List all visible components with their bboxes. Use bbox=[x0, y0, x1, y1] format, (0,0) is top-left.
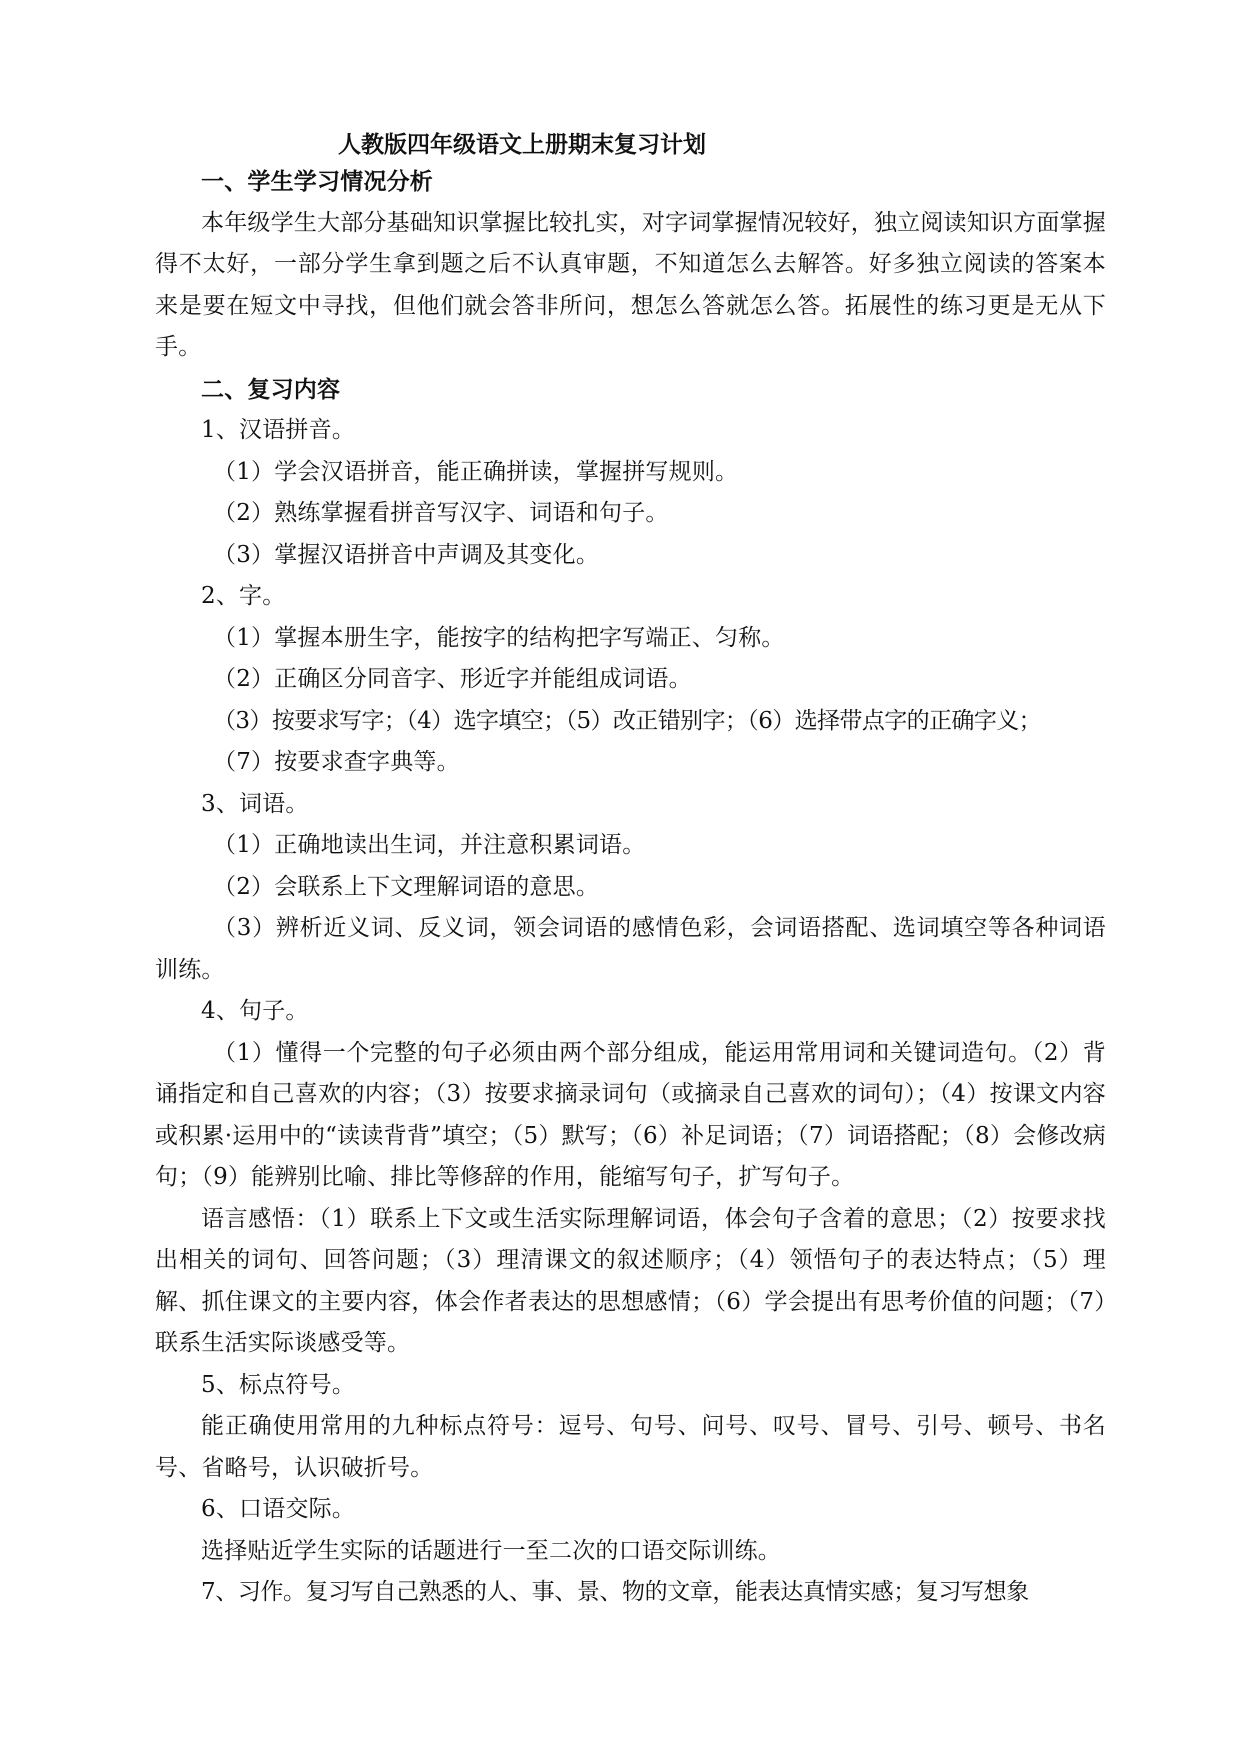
document-title: 人教版四年级语文上册期末复习计划 bbox=[338, 131, 706, 158]
words-item: （2）会联系上下文理解词语的意思。 bbox=[213, 873, 600, 900]
language-sense-paragraph: 语言感悟：（1）联系上下文或生活实际理解词语，体会句子含着的意思；（2）按要求找出相关的词句、回答问题；（3）理清课文的叙述顺序；（4）领悟句子的表达特点；（5）理解、抓住课文的主要内容，体会作者表达的思想感情；（6）学会提出有思考价值的问题；（7）联系生活实际谈感受等。 bbox=[155, 1205, 1106, 1356]
characters-item: （3）按要求写字；（4）选字填空；（5）改正错别字；（6）选择带点字的正确字义； bbox=[213, 707, 1042, 734]
section-heading-review-content: 二、复习内容 bbox=[201, 375, 341, 403]
punctuation-heading: 5、标点符号。 bbox=[201, 1371, 356, 1398]
pinyin-item: （2）熟练掌握看拼音写汉字、词语和句子。 bbox=[213, 500, 669, 526]
student-analysis-paragraph: 本年级学生大部分基础知识掌握比较扎实，对字词掌握情况较好，独立阅读知识方面掌握得不太好，一部分学生拿到题之后不认真审题，不知道怎么去解答。好多独立阅读的答案本来是要在短文中寻找，但他们就会答非所问，想怎么答就怎么答。拓展性的练习更是无从下手。 bbox=[155, 209, 1106, 360]
characters-heading: 2、字。 bbox=[201, 583, 286, 609]
words-item: （3）辨析近义词、反义词，领会词语的感情色彩，会词语搭配、选词填空等各种词语训练。 bbox=[155, 915, 1106, 983]
oral-paragraph: 选择贴近学生实际的话题进行一至二次的口语交际训练。 bbox=[201, 1537, 781, 1564]
words-item: （1）正确地读出生词，并注意积累词语。 bbox=[213, 832, 646, 858]
words-heading: 3、词语。 bbox=[201, 790, 309, 817]
characters-item: （7）按要求查字典等。 bbox=[213, 749, 460, 775]
punctuation-paragraph: 能正确使用常用的九种标点符号：逗号、句号、问号、叹号、冒号、引号、顿号、书名号、省略号，认识破折号。 bbox=[155, 1413, 1106, 1481]
characters-item: （2）正确区分同音字、形近字并能组成词语。 bbox=[213, 666, 692, 692]
pinyin-item: （1）学会汉语拼音，能正确拼读，掌握拼写规则。 bbox=[213, 458, 739, 485]
characters-item: （1）掌握本册生字，能按字的结构把字写端正、匀称。 bbox=[213, 624, 785, 651]
sentences-heading: 4、句子。 bbox=[201, 998, 309, 1024]
pinyin-heading: 1、汉语拼音。 bbox=[201, 417, 356, 443]
writing-paragraph: 7、习作。复习写自己熟悉的人、事、景、物的文章，能表达真情实感；复习写想象 bbox=[201, 1579, 1029, 1605]
sentences-paragraph: （1）懂得一个完整的句子必须由两个部分组成，能运用常用词和关键词造句。（2）背诵指定和自己喜欢的内容；（3）按要求摘录词句（或摘录自己喜欢的词句）；（4）按课文内容或积累·运用中的“读读背背”填空；（5）默写；（6）补足词语；（7）词语搭配；（8）会修改病句；（9）能辨别比喻、排比等修辞的作用，能缩写句子，扩写句子。 bbox=[155, 1039, 1106, 1190]
oral-heading: 6、口语交际。 bbox=[201, 1496, 356, 1522]
pinyin-item: （3）掌握汉语拼音中声调及其变化。 bbox=[213, 541, 600, 568]
document-body bbox=[155, 161, 1106, 1614]
section-heading-student-analysis: 一、学生学习情况分析 bbox=[201, 168, 433, 195]
